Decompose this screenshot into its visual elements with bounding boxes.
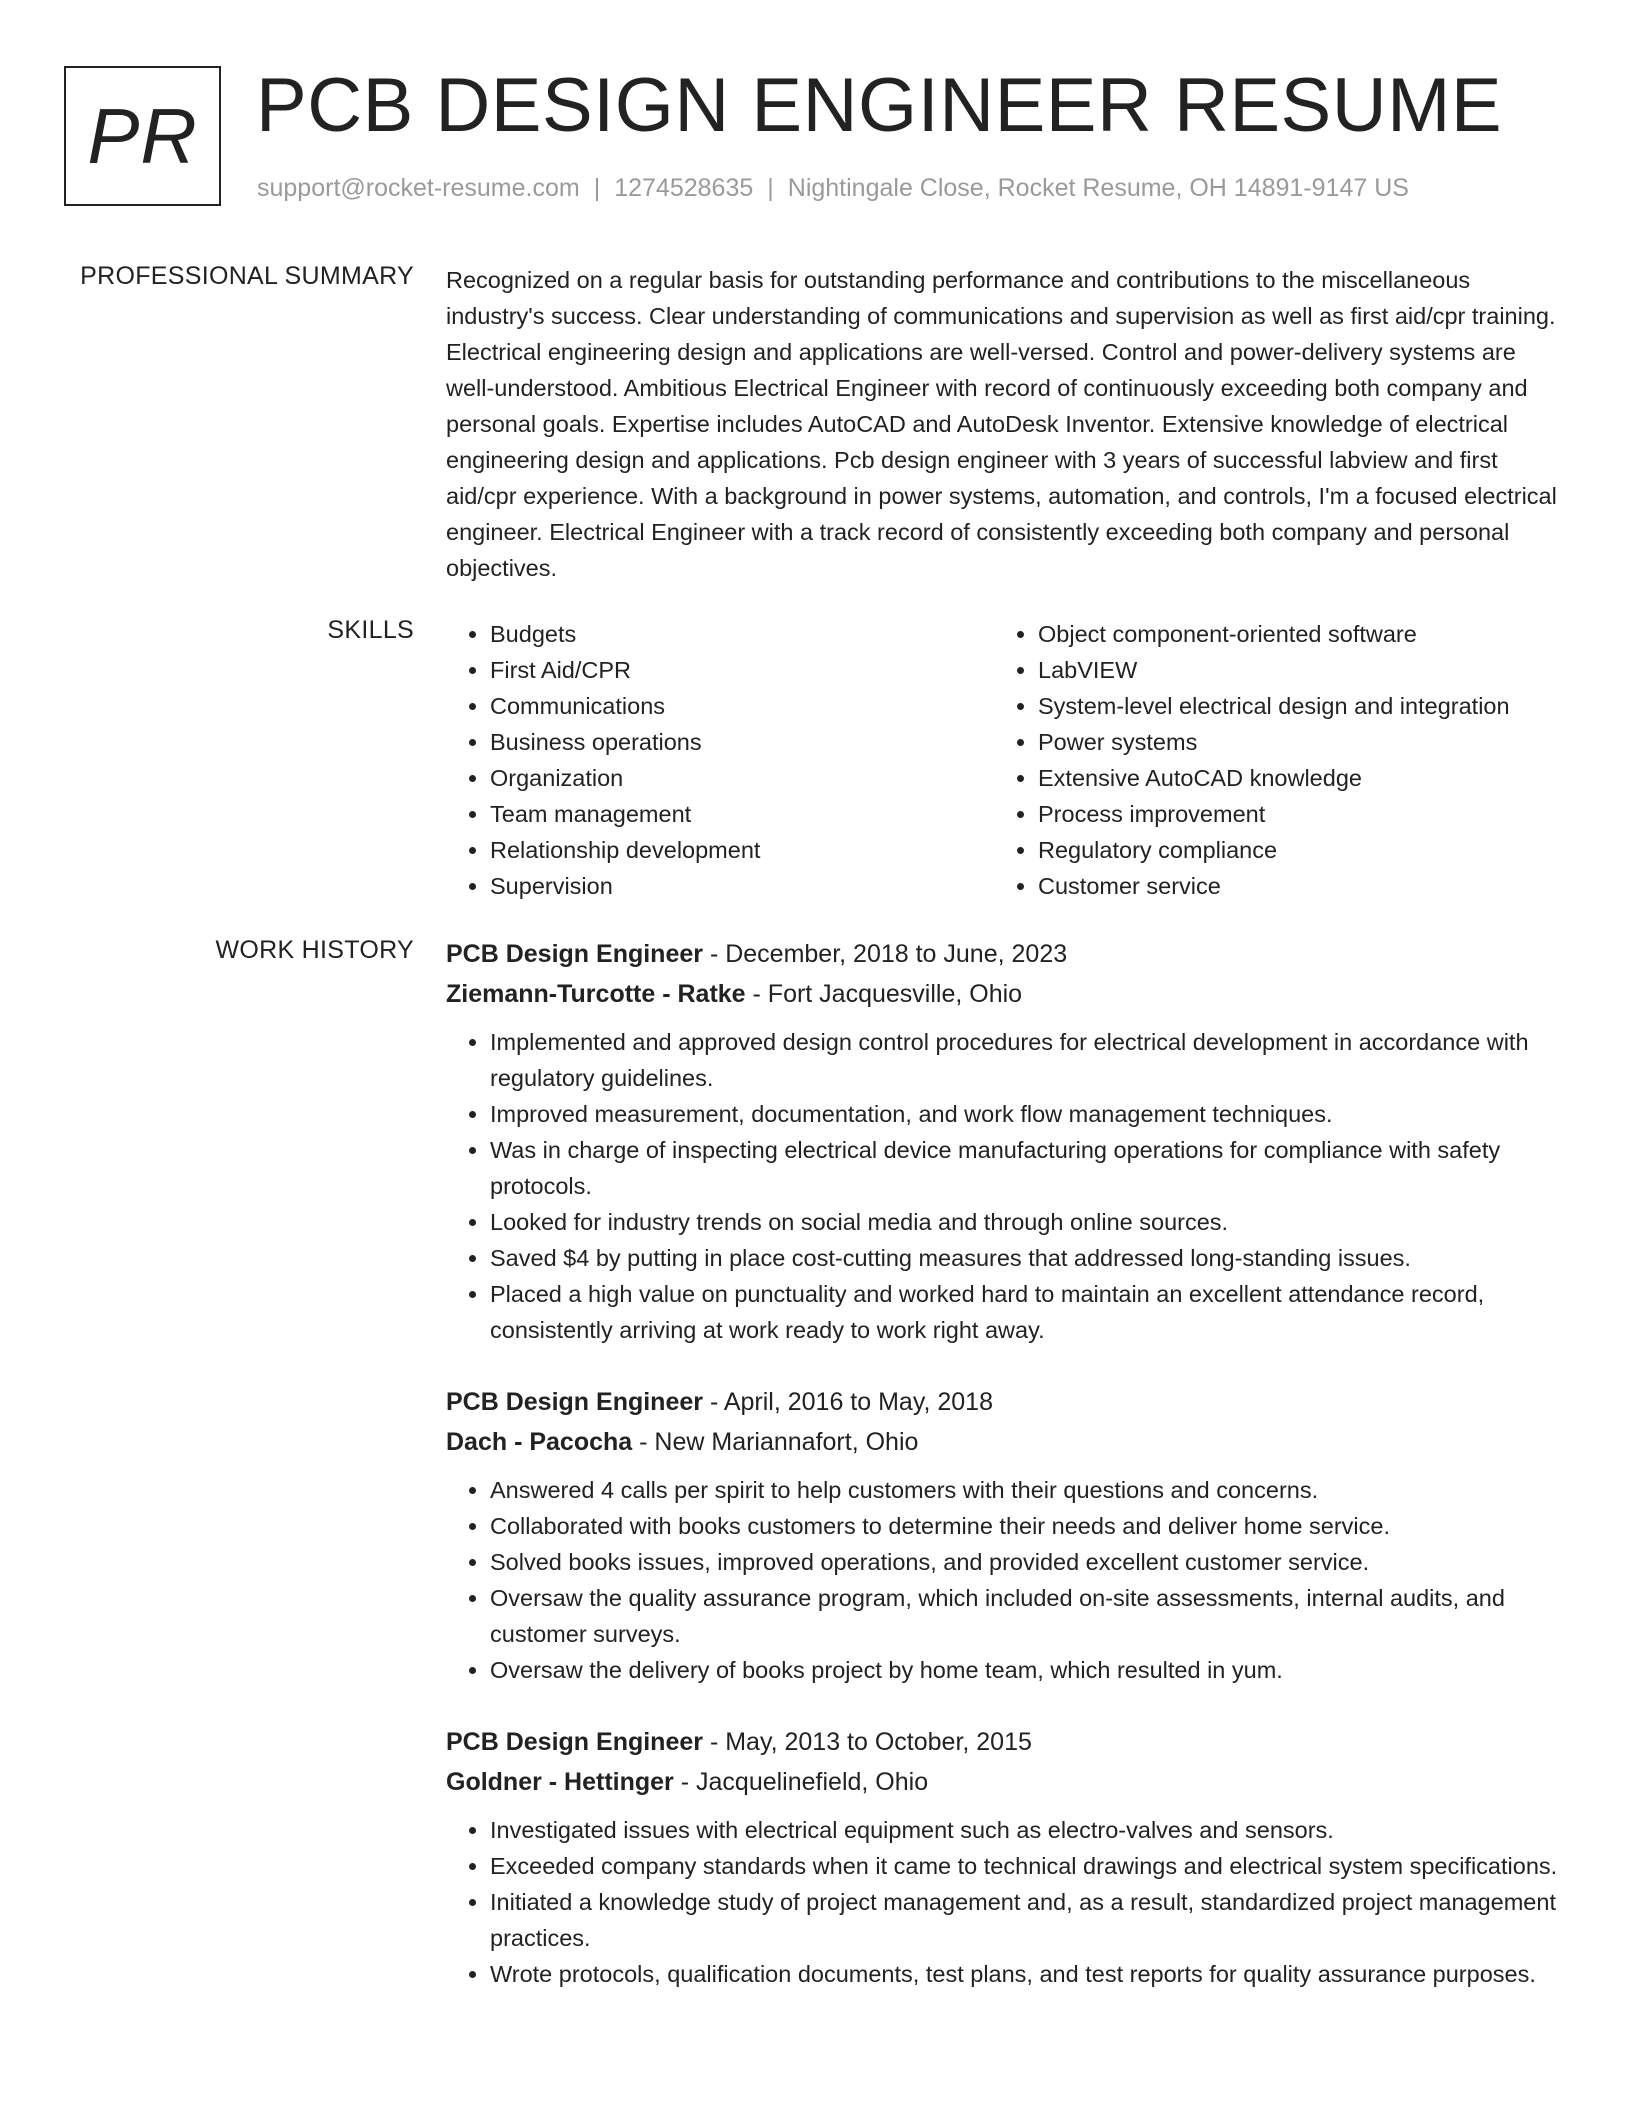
skill-item: • Organization xyxy=(490,760,994,796)
contact-separator: | xyxy=(767,174,774,202)
job-bullet: • Wrote protocols, qualification documents, test plans, and test reports for quality assurance purposes. xyxy=(490,1956,1566,1992)
job-bullet: • Solved books issues, improved operations, and provided excellent customer service. xyxy=(490,1544,1566,1580)
job-company-line xyxy=(446,1422,1566,1462)
job-entry xyxy=(446,1382,1566,1688)
job-bullets xyxy=(446,1024,1566,1348)
skill-item: • Business operations xyxy=(490,724,994,760)
skill-item: • System-level electrical design and integration xyxy=(1038,688,1510,724)
job-bullet: • Investigated issues with electrical equipment such as electro-valves and sensors. xyxy=(490,1812,1566,1848)
skill-item: • Budgets xyxy=(490,616,994,652)
job-title: PCB Design Engineer xyxy=(446,940,703,968)
job-title-line xyxy=(446,1722,1566,1762)
job-dates: - April, 2016 to May, 2018 xyxy=(703,1388,993,1416)
resume-header xyxy=(64,63,1584,216)
job-title-line xyxy=(446,934,1566,974)
skill-item: • Power systems xyxy=(1038,724,1510,760)
skill-item: • Communications xyxy=(490,688,994,724)
skill-item: • Supervision xyxy=(490,868,994,904)
job-bullet: • Saved $4 by putting in place cost-cutting measures that addressed long-standing issues. xyxy=(490,1240,1566,1276)
skill-item: • Extensive AutoCAD knowledge xyxy=(1038,760,1510,796)
skill-item: • Relationship development xyxy=(490,832,994,868)
job-bullet: • Exceeded company standards when it came to technical drawings and electrical system specifications. xyxy=(490,1848,1566,1884)
contact-separator: | xyxy=(593,174,601,202)
skill-item: • Object component-oriented software xyxy=(1038,616,1510,652)
job-location: - Jacquelinefield, Ohio xyxy=(673,1768,929,1796)
job-entry xyxy=(446,1722,1566,1992)
job-company: Dach - Pacocha xyxy=(446,1428,633,1456)
job-bullet: • Improved measurement, documentation, and work flow management techniques. xyxy=(490,1096,1566,1132)
skill-item: • LabVIEW xyxy=(1038,652,1510,688)
skill-item: • First Aid/CPR xyxy=(490,652,994,688)
section-heading-work-history: WORK HISTORY xyxy=(215,936,414,964)
job-bullet: • Answered 4 calls per spirit to help customers with their questions and concerns. xyxy=(490,1472,1566,1508)
monogram-logo xyxy=(64,66,221,206)
job-bullets xyxy=(446,1472,1566,1688)
contact-address: Nightingale Close, Rocket Resume, OH 14891-9147 US xyxy=(787,174,1409,202)
job-title: PCB Design Engineer xyxy=(446,1388,703,1416)
skill-item: • Regulatory compliance xyxy=(1038,832,1510,868)
job-company-line xyxy=(446,974,1566,1014)
skills-columns xyxy=(446,616,1566,904)
contact-email[interactable]: support@rocket-resume.com xyxy=(257,174,580,202)
job-bullet: • Implemented and approved design control procedures for electrical development in accordance with regulatory guidelines. xyxy=(490,1024,1566,1096)
job-company: Goldner - Hettinger xyxy=(446,1768,674,1796)
skill-item: • Team management xyxy=(490,796,994,832)
job-bullet: • Placed a high value on punctuality and worked hard to maintain an excellent attendance record, consistently arriving at work ready to work right away. xyxy=(490,1276,1566,1348)
job-bullet: • Oversaw the quality assurance program, which included on-site assessments, internal audits, and customer surveys. xyxy=(490,1580,1566,1652)
skills-body xyxy=(446,616,1566,904)
section-heading-skills: SKILLS xyxy=(327,616,414,644)
job-dates: - December, 2018 to June, 2023 xyxy=(703,940,1068,968)
job-title: PCB Design Engineer xyxy=(446,1728,703,1756)
job-company: Ziemann-Turcotte - Ratke xyxy=(446,980,746,1008)
job-bullet: • Oversaw the delivery of books project by home team, which resulted in yum. xyxy=(490,1652,1566,1688)
skill-item: • Process improvement xyxy=(1038,796,1510,832)
job-bullet: • Initiated a knowledge study of project management and, as a result, standardized project management practices. xyxy=(490,1884,1566,1956)
monogram-initials: PR xyxy=(87,92,198,180)
skills-list-left xyxy=(446,616,994,904)
skills-list-right xyxy=(994,616,1510,904)
job-bullet: • Was in charge of inspecting electrical device manufacturing operations for compliance with safety protocols. xyxy=(490,1132,1566,1204)
contact-phone[interactable]: 1274528635 xyxy=(614,174,754,202)
job-dates: - May, 2013 to October, 2015 xyxy=(703,1728,1032,1756)
job-location: - Fort Jacquesville, Ohio xyxy=(745,980,1023,1008)
job-bullet: • Looked for industry trends on social media and through online sources. xyxy=(490,1204,1566,1240)
job-company-line xyxy=(446,1762,1566,1802)
summary-body xyxy=(446,262,1566,586)
job-title-line xyxy=(446,1382,1566,1422)
summary-text: Recognized on a regular basis for outstanding performance and contributions to the miscellaneous industry's success. Clear understanding of communications and supervision as well as first aid/cpr training. Electrical engineering design and applications are well-versed. Control and power-delivery systems are well-understood. Ambitious Electrical Engineer with record of continuously exceeding both company and personal goals. Expertise includes AutoCAD and AutoDesk Inventor. Extensive knowledge of electrical engineering design and applications. Pcb design engineer with 3 years of successful labview and first aid/cpr experience. With a background in power systems, automation, and controls, I'm a focused electrical engineer. Electrical Engineer with a track record of consistently exceeding both company and personal objectives. xyxy=(446,267,1557,581)
job-bullet: • Collaborated with books customers to determine their needs and deliver home service. xyxy=(490,1508,1566,1544)
job-bullets xyxy=(446,1812,1566,1992)
job-entry xyxy=(446,934,1566,1348)
resume-title: PCB DESIGN ENGINEER RESUME xyxy=(256,63,1503,148)
skill-item: • Customer service xyxy=(1038,868,1510,904)
section-heading-summary: PROFESSIONAL SUMMARY xyxy=(80,262,414,290)
job-location: - New Mariannafort, Ohio xyxy=(632,1428,919,1456)
work-history-body xyxy=(446,934,1566,2026)
contact-line xyxy=(257,174,1409,203)
